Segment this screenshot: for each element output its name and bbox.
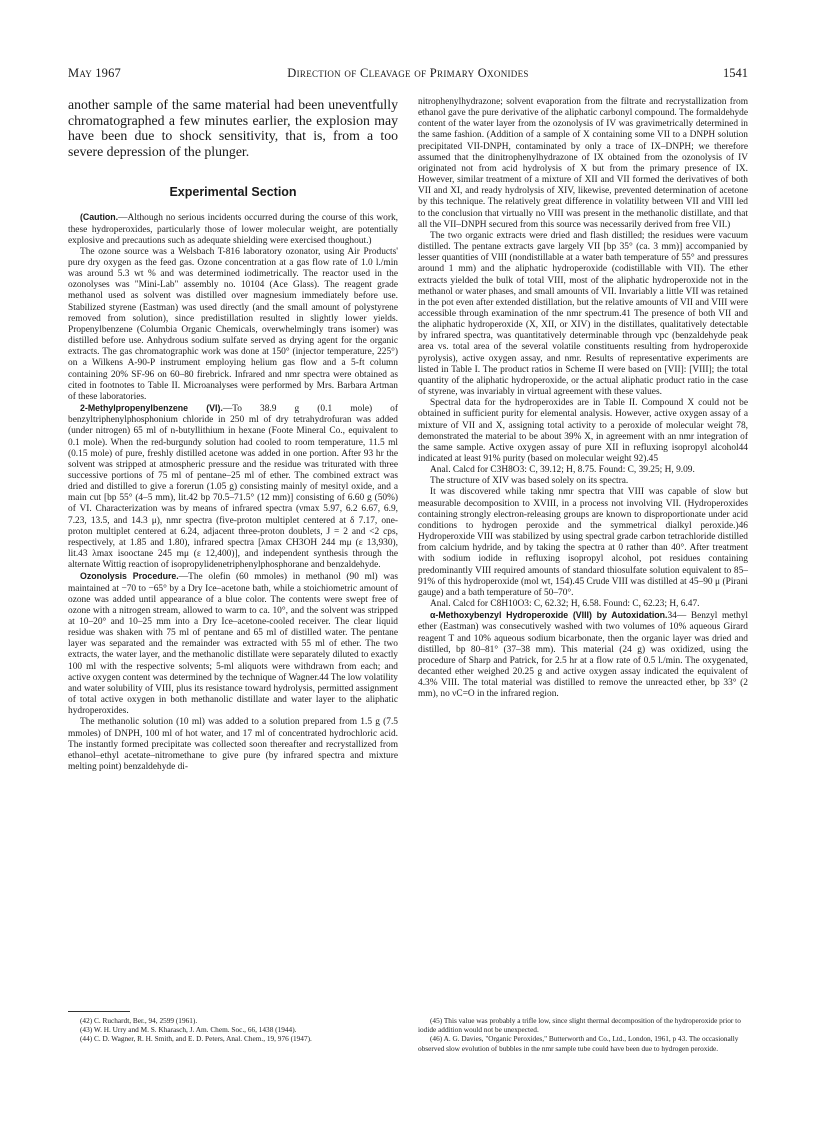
structure-paragraph: The structure of XIV was based solely on its spectra. (430, 476, 629, 487)
organic-extracts-paragraph: The two organic extracts were dried and flash distilled; the residues were vacuum distilled. The pentane extracts gave largely VII [bp 35° (ca. 3 mm)] accompanied by lesser quantities of VIII (nondistillable at a water bath temperature of 55° and pressures around 1 mm) and the aliphatic hydroperoxide (codistillable with VII). The ether extracts yielded the bulk of total VIII, most of the aliphatic hydroperoxide not in the methanol or water phases, and small amounts of VII. Invariably a little VII was retained in the pot even after extended distillation, but the relative amounts of VII and VIII were accessible through examination of the nmr spectrum.41 The presence of both VII and the aliphatic hydroperoxide (X, XII, or XIV) in the distillates, qualitatively detectable by infrared spectra, was quantitatively determinable through vpc (benzaldehyde peak area vs. total area of the several volatile constituents resulting from hydroperoxide pyrolysis), active oxygen assay, and nmr. Results of representative experiments are listed in Table I. The product ratios in Scheme II were based on [VII]: [VIII]; the total quantity of the aliphatic hydroperoxide, or the actual aliphatic product ratio in the case of styrene, was invariably in virtual agreement with these values. (418, 230, 748, 398)
running-head (68, 66, 748, 82)
footnote-44: (44) C. D. Wagner, R. H. Smith, and E. D. Peters, Anal. Chem., 19, 976 (1947). (80, 1034, 312, 1044)
footnotes-right (418, 1016, 748, 1053)
header-date: May 1967 (68, 66, 122, 80)
ozonolysis-heading: Ozonolysis Procedure. (80, 571, 179, 582)
autoxidation-heading: α-Methoxybenzyl Hydroperoxide (VIII) by Autoxidation. (430, 610, 668, 621)
header-title: Direction of Cleavage of Primary Oxonides (287, 66, 529, 80)
footnote-42: (42) C. Ruchardt, Ber., 94, 2599 (1961). (80, 1016, 198, 1025)
decomposition-paragraph: It was discovered while taking nmr spectra that VIII was capable of slow but measurable decomposition to XVIII, in a process not involving VII. (Hydroperoxides containing strongly electron-releasing groups are known to disproportionate under acid conditions to hydrogen peroxide and the symmetrical dialkyl peroxide.)46 Hydroperoxide VIII was stabilized by using spectral grade carbon tetrachloride distilled from calcium hydride, and by taking the spectra at 0 rather than 40°. After treatment with sodium iodide in refluxing isopropyl alcohol, pot residues containing predominantly VIII required amounts of standard thiosulfate solution equivalent to 85–91% of this hydroperoxide (mol wt, 154).45 Crude VIII was distilled at 45–90 μ (Pirani gauge) and a bath temperature of 50–70°. (418, 487, 748, 598)
caution-text: —Although no serious incidents occurred during the course of this work, these hydroperoxides, particularly those of lower molecular weight, are potentially explosive and precautions such as adequate shielding were exercised thoughout.) (68, 213, 398, 246)
ozonolysis-text: —The olefin (60 mmoles) in methanol (90 ml) was maintained at −70 to −65° by a Dry Ice–acetone bath, while a stoichiometric amount of ozone was added until appearance of a blue color. The contents were swept free of ozone with a nitrogen stream, allowed to warm to ca. 10°, and the solvent was stripped at 10–20° and 10–25 mm into a Dry Ice–acetone-cooled receiver. The clear liquid residue was shaken with 75 ml of pentane and 65 ml of distilled water. The pentane layer was separated and the remainder was extracted with 55 ml of ether. The two extracts, the water layer, and the methanolic distillate were separately diluted to exactly 100 ml with the respective solvents; 5-ml aliquots were withdrawn from each; and active oxygen content was determined by the technique of Wagner.44 The low volatility and water solubility of VIII, plus its resistance toward hydrolysis, permitted assignment of total active oxygen in both methanolic distillate and water layer to the aliphatic hydroperoxides. (68, 572, 398, 717)
caution-paragraph (68, 212, 398, 246)
analysis-paragraph-2: Anal. Calcd for C8H10O3: C, 62.32; H, 6.58. Found: C, 62.23; H, 6.47. (430, 599, 700, 610)
left-column (68, 97, 398, 773)
continued-paragraph: nitrophenylhydrazone; solvent evaporation from the filtrate and recrystallization from ethanol gave the pure derivative of the aliphatic carbonyl compound. The formaldehyde content of the water layer from the ozonolysis of IV was gravimetrically determined in the same fashion. (Addition of a sample of X containing some VII to a DNPH solution precipitated VII-DNPH, contaminated by only a trace of IX–DNPH; we therefore assumed that the dinitrophenylhydrazone of IX obtained from the ozonolysis of IV originated not from acid hydrolysis of X but from the primary presence of IX. However, similar treatment of a mixture of XII and VII formed the derivatives of both VII and XI, and ready hydrolysis of XIV, likewise, prevented determination of acetone by this technique. The relatively great difference in volatility between VII and VIII led to the conclusion that virtually no VIII was present in the methanolic distillate, and that all the VII–DNPH secured from this source was necessarily derived from free VII.) (418, 97, 748, 230)
right-column (418, 97, 748, 700)
spectral-data-paragraph: Spectral data for the hydroperoxides are in Table II. Compound X could not be obtained in sufficient purity for elemental analysis. However, active oxygen assay of a mixture of VII and X, assigning total activity to a peroxide of molecular weight 78, demonstrated the material to be about 39% X, in agreement with an nmr integration of the same sample. Active oxygen assay of pure XII in refluxing isopropyl alcohol44 indicated at least 91% purity (based on molecular weight 92).45 (418, 398, 748, 464)
methylpropenylbenzene-text: —To 38.9 g (0.1 mole) of benzyltriphenylphosphonium chloride in 250 ml of dry tetrahydrofuran was added (under nitrogen) 65 ml of n-butyllithium in hexane (Foote Mineral Co., equivalent to 0.1 mole). When the red-burgundy solution had cooled to room temperature, 11.5 ml (0.15 mole) of pure, freshly distilled acetone was added in one portion. After 93 hr the solvent was stripped at atmospheric pressure and the residue was triturated with three successive portions of 75 ml of pentane–25 ml of ether. The combined extract was dried and distilled to give a forerun (1.05 g) consisting mainly of mesityl oxide, and a main cut [bp 55° (4–5 mm), lit.42 bp 70.5–71.5° (12 mm)] consisting of 6.60 g (50%) of VI. Characterization was by means of infrared spectra (νmax 5.97, 6.2 6.67, 6.9, 7.23, 13.5, and 14.3 μ), nmr spectra (five-proton multiplet centered at δ 7.17, one-proton multiplet centered at 6.24, adjacent three-proton doublets, J = 2 and <2 cps, respectively, at 1.85 and 1.80), infrared spectra [λmax CH3OH 244 mμ (ε 13,930), lit.43 λmax isooctane 245 mμ (ε 12,400)], and independent synthesis through the alternate Wittig reaction of isopropylidenetriphenylphosphorane and benzaldehyde. (68, 404, 398, 571)
ozone-source-paragraph: The ozone source was a Welsbach T-816 laboratory ozonator, using Air Products' pure dry oxygen as the feed gas. Ozone concentration at a gas flow rate of 1.0 l./min was around 5.3 wt % and was determined iodimetrically. The reactor used in the ozonolyses was "Mini-Lab" assembly no. 10104 (Ace Glass). The reagent grade methanol used as solvent was distilled over magnesium immediately before use. Stabilized styrene (Eastman) was used directly (and the small amount of polystyrene removed from solution), since predistillation resulted in slightly lower yields. Propenylbenzene (Columbia Organic Chemicals, overwhelmingly trans isomer) was distilled before use. Anhydrous sodium sulfate served as drying agent for the organic extracts. The gas chromatographic work was done at 150° (injector temperature, 225°) on a Wilkens A-90-P instrument employing helium gas flow and a 5-ft column containing 20% SF-96 on 60–80 firebrick. Infrared and nmr spectra were obtained as cited in footnotes to Table II. Microanalyses were performed by Mrs. Barbara Artman of these laboratories. (68, 246, 398, 402)
ozonolysis-paragraph (68, 571, 398, 717)
autoxidation-text: 34— Benzyl methyl ether (Eastman) was consecutively washed with two volumes of 10% aqueous Girard reagent T and 10% aqueous sodium bicarbonate, then the organic layer was dried and distilled, bp 80–81° (37–38 mm). This material (24 g) was oxidized, using the procedure of Sharp and Patrick, for 2.5 hr at a flow rate of 0.5 l./min. The oxygenated, decanted ether weighed 20.25 g and active oxygen assay indicated the equivalent of 4.3% VIII. The total material was distilled to remove the unreacted ether, bp 33° (2 mm), no νC=O in the infrared region. (418, 611, 749, 700)
caution-label: (Caution. (80, 212, 119, 223)
methanolic-solution-paragraph: The methanolic solution (10 ml) was added to a solution prepared from 1.5 g (7.5 mmoles) of DNPH, 100 ml of hot water, and 17 ml of concentrated hydrochloric acid. The instantly formed precipitate was collected soon thereafter and recrystallized from ethanol–ethyl acetate–nitromethane to give pure (by infrared spectra and mixture melting point) benzaldehyde di- (68, 717, 398, 773)
section-title: Experimental Section (169, 185, 297, 200)
footnote-divider (68, 1011, 130, 1012)
footnote-45: (45) This value was probably a trifle low, since slight thermal decomposition of the hydroperoxide prior to iodide addition would not be unexpected. (418, 1016, 741, 1035)
methylpropenylbenzene-paragraph (68, 403, 398, 571)
footnotes-left (68, 1016, 398, 1044)
autoxidation-paragraph (418, 610, 748, 700)
footnote-46: (46) A. G. Davies, "Organic Peroxides," Butterworth and Co., Ltd., London, 1961, p 43. The occasionally observed slow evolution of bubbles in the nmr sample tube could have been due to hydrogen peroxide. (418, 1034, 739, 1053)
footnote-43: (43) W. H. Urry and M. S. Kharasch, J. Am. Chem. Soc., 66, 1438 (1944). (80, 1025, 297, 1035)
analysis-paragraph-1: Anal. Calcd for C3H8O3: C, 39.12; H, 8.75. Found: C, 39.25; H, 9.09. (430, 465, 695, 476)
page-number: 1541 (723, 66, 748, 80)
methylpropenylbenzene-heading: 2-Methylpropenylbenzene (VI). (80, 403, 223, 414)
lead-paragraph: another sample of the same material had been uneventfully chromatographed a few minutes earlier, the explosion may have been due to shock sensitivity, that is, from a too severe depression of the plunger. (68, 97, 398, 159)
